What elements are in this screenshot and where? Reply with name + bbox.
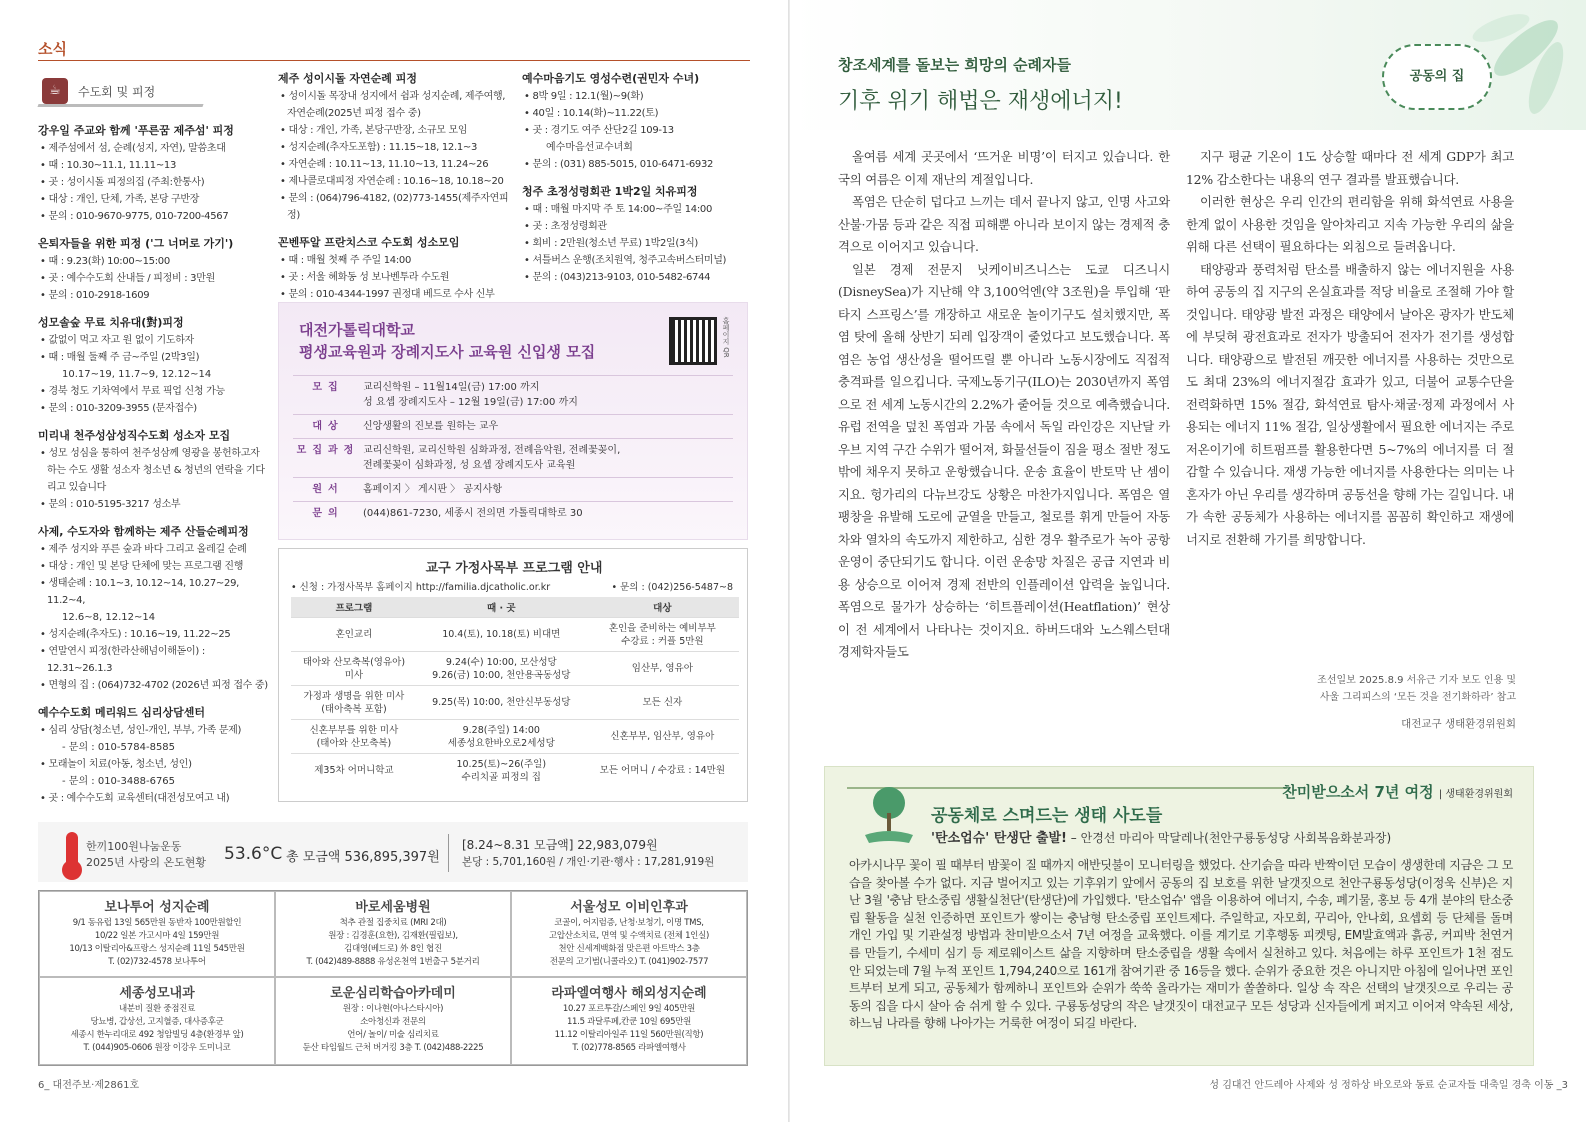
notice-item: • 때 : 매월 첫째 주 주일 14:00 xyxy=(280,255,412,266)
eco-story-box xyxy=(824,766,1534,1066)
notice-item: • 8박 9일 : 12.1(월)~9(화) xyxy=(524,91,644,102)
series-committee: | 생태환경위원회 xyxy=(1438,789,1513,800)
ad-cell-line: 10/22 일본 가고시마 4일 159만원 xyxy=(94,931,220,941)
table-cell: 9.24(수) 10:00, 모산성당 9.26(금) 10:00, 천안용곡동성당 xyxy=(417,652,586,686)
program-contact: • 문의 : (042)256-5487~8 xyxy=(611,582,733,593)
ad-row-value: 교리신학원, 교리신학원 심화과정, 전례음악원, 전례꽃꽂이, 전례꽃꽂이 심화과정, 성 요셉 장례지도사 교육원 xyxy=(363,445,621,471)
table-row xyxy=(291,720,739,754)
ad-title-line1: 대전가톨릭대학교 xyxy=(299,321,415,339)
campaign-year: 2025년 사랑의 온도현황 xyxy=(86,856,206,869)
right-page xyxy=(790,0,1586,1122)
article-paragraph: 이러한 현상은 우리 인간의 편리함을 위해 화석연료 사용을 한계 없이 사용한 것임을 알아차리고 지속 가능한 우리의 삶을 위해 다른 선택이 필요하다는 외침으로 들려옵니다. xyxy=(1186,194,1514,254)
temperature-value: 53.6°C xyxy=(224,844,283,864)
ad-cell-line: 원장 : 김경훈(요한), 김재환(필립보), xyxy=(328,931,458,941)
ad-cell-name: 보나투어 성지순례 xyxy=(104,900,210,915)
ad-cell-line: 척추 관절 집중치료 (MRI 2대) xyxy=(339,918,447,928)
notice-item: • 제나콜로대피정 자연순례 : 10.16~18, 10.18~20 xyxy=(280,176,504,187)
notice-subitem: 12.6~8, 12.12~14 xyxy=(62,612,156,623)
article-subtitle: 창조세계를 돌보는 희망의 순례자들 xyxy=(838,56,1072,74)
ad-cell-line: 천안 신세계백화점 맞은편 아트박스 3층 xyxy=(558,944,700,954)
notice-title: 강우일 주교와 함께 '푸른꿈 제주섬' 피정 xyxy=(38,124,234,137)
notice-subitem: 예수마음선교수녀회 xyxy=(546,142,633,153)
ad-cell-line: 전문의 고기범(니콜라오) T. (041)902-7577 xyxy=(549,957,709,967)
ad-row-value: 신앙생활의 진보를 원하는 교우 xyxy=(363,421,499,432)
table-cell: 10.25(토)~26(주일) 수리치골 피정의 집 xyxy=(417,754,586,788)
weekly-amount: [8.24~8.31 모금액] 22,983,079원 xyxy=(462,838,658,852)
ad-cell-line: 고압산소치료, 면역 및 수액치료 (전체 1인실) xyxy=(548,931,710,941)
notice-item: • 문의 : 010-9670-9775, 010-7200-4567 xyxy=(40,211,229,222)
ad-cell-name: 로운심리학습아카데미 xyxy=(330,986,456,1001)
ad-cell-line: 언어/ 놀이/ 미술 심리치료 xyxy=(347,1030,439,1040)
table-cell: 모든 어머니 / 수강료 : 14만원 xyxy=(586,754,739,788)
notice-item: • 곳 : 경기도 여주 산단2길 109-13 xyxy=(524,125,674,136)
story-author: – 안경선 마리아 막달레나(천안구룡동성당 사회복음화분과장) xyxy=(1066,831,1392,845)
ad-cell-name: 바로세움병원 xyxy=(355,900,431,915)
table-header: 때 · 곳 xyxy=(417,597,586,618)
notice-item: • 곳 : 성이시돌 피정의집 (주최:한통사) xyxy=(40,177,205,188)
article-citation: 조선일보 2025.8.9 서유근 기자 보도 인용 및 사울 그리피스의 ‘모든 것을 전기화하라’ 참고 xyxy=(1317,675,1516,703)
notice-item: • 심리 상담(청소년, 성인-개인, 부부, 가족 문제) xyxy=(40,725,242,736)
weekly-breakdown: 본당 : 5,701,160원 / 개인·기관·행사 : 17,281,919원 xyxy=(462,856,715,868)
notice-item: • 대상 : 개인 및 본당 단체에 맞는 프로그램 진행 xyxy=(40,561,244,572)
notice-subitem: - 문의 : 010-5784-8585 xyxy=(62,742,176,753)
table-cell: 9.25(목) 10:00, 천안신부동성당 xyxy=(417,686,586,720)
table-cell: 9.28(주일) 14:00 세종성요한바오로2세성당 xyxy=(417,720,586,754)
program-title: 교구 가정사목부 프로그램 안내 xyxy=(425,561,603,576)
ad-cell-line: T. (042)489-8888 유성온천역 1번출구 5분거리 xyxy=(306,957,480,967)
article-title: 기후 위기 해법은 재생에너지! xyxy=(838,89,1123,114)
notice-item: • 경북 청도 기차역에서 무료 픽업 신청 가능 xyxy=(40,386,225,397)
ad-cell-line: 둔산 타임월드 근처 버거킹 3층 T. (042)488-2225 xyxy=(302,1043,484,1053)
ad-cell-line: 10.27 포르투갈/스페인 9일 405만원 xyxy=(562,1004,696,1014)
notice-column-3 xyxy=(522,70,750,286)
notice-item: • 성이시돌 목장내 성지에서 쉼과 성지순례, 제주여행, 자연순례(2025년 피정 접수 중) xyxy=(280,91,506,119)
notice-item: • 모래놀이 치료(아동, 청소년, 성인) xyxy=(40,759,192,770)
notice-title: 제주 성이시돌 자연순례 피정 xyxy=(278,72,417,85)
table-cell: 제35차 어머니학교 xyxy=(291,754,417,788)
ad-row-key: 대상 xyxy=(312,421,344,432)
notice-item: • 성지순례(추자도) : 10.16~19, 11.22~25 xyxy=(40,629,231,640)
left-page xyxy=(0,0,790,1122)
table-header: 대상 xyxy=(586,597,739,618)
article-author: 대전교구 생태환경위원회 xyxy=(1401,718,1516,730)
campaign-name: 한끼100원나눔운동 xyxy=(86,840,182,853)
notice-item: • 때 : 매월 둘째 주 금~주일 (2박3일) xyxy=(40,352,200,363)
table-row xyxy=(291,686,739,720)
ad-row-value: 교리신학원 – 11월14일(금) 17:00 까지 성 요셉 장례지도사 – 12월 19일(금) 17:00 까지 xyxy=(363,382,578,408)
table-cell: 신혼부부, 임산부, 영유아 xyxy=(586,720,739,754)
program-apply-info: • 신청 : 가정사목부 홈페이지 http://familia.djcatholic.or.kr xyxy=(291,582,551,593)
ad-row-key: 모집 xyxy=(312,382,344,393)
program-table-box xyxy=(278,548,748,802)
notice-title: 은퇴자들을 위한 피정 ('그 너머로 가기') xyxy=(38,237,234,250)
cup-icon: ☕ xyxy=(42,78,68,104)
ad-cell-line: 세종시 한누리대로 492 청암빌딩 4층(환경부 앞) xyxy=(70,1030,244,1040)
donation-thermometer xyxy=(38,822,748,882)
ad-cell xyxy=(275,977,511,1065)
notice-item: • 곳 : 서울 혜화동 성 보나벤투라 수도원 xyxy=(280,272,450,283)
notice-item: • 때 : 매월 마지막 주 토 14:00~주일 14:00 xyxy=(524,204,713,215)
table-cell: 모든 신자 xyxy=(586,686,739,720)
article-column-2 xyxy=(1186,146,1514,551)
notice-item: • 문의 : 010-4344-1997 권정대 베드로 수사 신부 xyxy=(280,289,495,300)
notice-title: 꼰벤뚜알 프란치스코 수도회 성소모임 xyxy=(278,236,460,249)
notice-item: • 문의 : 010-2918-1609 xyxy=(40,290,150,301)
university-ad xyxy=(278,302,748,540)
ad-grid xyxy=(38,890,748,1066)
total-amount: 총 모금액 536,895,397원 xyxy=(286,850,440,865)
ad-row xyxy=(293,501,733,525)
table-row xyxy=(291,754,739,788)
notice-column-2 xyxy=(278,70,510,303)
table-row xyxy=(291,652,739,686)
ad-cell-name: 서울성모 이비인후과 xyxy=(570,900,688,915)
category-tag xyxy=(38,74,208,110)
ad-row xyxy=(293,477,733,501)
ad-cell-line: 내분비 질환 중점진료 xyxy=(118,1004,195,1014)
notice-column-1 xyxy=(38,122,270,807)
ad-cell-name: 세종성모내과 xyxy=(119,986,195,1001)
section-divider xyxy=(38,60,750,61)
series-title xyxy=(1282,781,1513,802)
notice-item: • 40일 : 10.14(화)~11.22(토) xyxy=(524,108,659,119)
ad-cell xyxy=(39,891,275,977)
page-footer-right: 성 김대건 안드레아 사제와 성 정하상 바오로와 동료 순교자들 대축일 경축 이동 _3 xyxy=(1209,1080,1568,1091)
notice-title: 사제, 수도자와 함께하는 제주 산들순례피정 xyxy=(38,525,249,538)
table-cell: 임산부, 영유아 xyxy=(586,652,739,686)
ad-cell-line: T. (02)732-4578 보나투어 xyxy=(108,957,206,967)
tree-hand-icon xyxy=(859,781,919,851)
table-cell: 가정과 생명을 위한 미사 (태아축복 포함) xyxy=(291,686,417,720)
ad-cell-line: 김대영(베드로) 外 8인 협진 xyxy=(344,944,442,954)
notice-item: • 제주 성지와 푸른 숲과 바다 그리고 올레길 순례 xyxy=(40,544,247,555)
ad-title-line2: 평생교육원과 장례지도사 교육원 신입생 모집 xyxy=(299,343,596,361)
article-paragraph: 폭염은 단순히 덥다고 느끼는 데서 끝나지 않고, 인명 사고와 산불·가뭄 등과 같은 직접 피해뿐 아니라 보이지 않는 경제적 충격으로 이어지고 있습니다. xyxy=(838,194,1170,254)
ad-row-key: 모집과정 xyxy=(296,445,360,456)
article-paragraph: 태양광과 풍력처럼 탄소를 배출하지 않는 에너지원을 사용하여 공동의 집 지구의 온실효과를 적당 비율로 조절해 가야 할 것입니다. 태양광 발전 과정은 태양에서 날아온 광자가 반도체에 부딪혀 광전효과로 전자가 방출되어 전자가 전기를 생성합니다. 태양광으로 발전된 깨끗한 에너지를 사용하는 것만으로도 최대 23%의 에너지절감 효과가 있고, 더불어 교통수단을 전력화하면 15% 절감, 화석연료 탐사·채굴·정제 과정에서 사용되는 에너지 11% 절감, 일상생활에서 필요한 에너지는 주로 저온이기에 히트펌프를 활용한다면 5~7%의 에너지를 더 절감할 수 있습니다. 재생 가능한 에너지를 사용한다는 의미는 나 혼자가 아닌 우리를 생각하며 공동선을 향해 가는 길입니다. 내가 속한 공동체가 사용하는 에너지를 꼼꼼히 확인하고 재생에너지로 전환해 가기를 희망합니다. xyxy=(1186,261,1514,547)
story-title: 공동체로 스며드는 생태 사도들 xyxy=(931,806,1163,826)
ad-cell xyxy=(275,891,511,977)
notice-subitem: - 문의 : 010-3488-6765 xyxy=(62,776,176,787)
notice-title: 미리내 천주성삼성직수도회 성소자 모집 xyxy=(38,429,231,442)
ad-cell-name: 라파엘여행사 해외성지순례 xyxy=(551,986,707,1001)
notice-title: 성모솔숲 무료 치유대(對)피정 xyxy=(38,316,184,329)
program-table xyxy=(291,597,739,788)
table-cell: 혼인을 준비하는 예비부부 수강료 : 커플 5만원 xyxy=(586,618,739,652)
ad-row-value: (044)861-7230, 세종시 전의면 가톨릭대학로 30 xyxy=(363,508,583,519)
story-body: 아카시나무 꽃이 필 때부터 밤꽃이 질 때까지 애반딧불이 모니터링을 했었다. 산기슭을 따라 반짝이던 모습이 생생한데 지금은 그 모습을 찾아볼 수가 없다. 지금 벌어지고 있는 기후위기 앞에서 공동의 집 보호를 위한 날갯짓으로 천안구룡동성당(이정욱 신부)은 지난 3월 '충남 탄소중립 생활실천단'(탄생단)에 가입했다. '탄소업슈' 앱을 이용하여 에너지, 수송, 폐기물, 홍보 등 4개 분야의 탄소중립 활동을 실천 인증하면 포인트가 쌓이는 충남형 탄소중립 포인트제다. 주일학교, 자모회, 꾸리아, 안나회, 요셉회 등 단체를 돌며 개인 가입 및 기관설정 방법과 찬미받으소서 7년 여정을 교육했다. 이를 계기로 기후행동 피켓팅, EM발효액과 흙공, 커피박 천연거름 만들기, 수세미 심기 등 제로웨이스트 삶을 지향하며 탄소중립을 생활 속에서 실천하고 있다. 처음에는 하루 포인트가 1천 점도 안 되었는데 7월 누적 포인트 1,794,240으로 161개 참여기관 중 16등을 했다. 순위가 중요한 것은 아니지만 아침에 일어나면 포인트부터 보게 되고, 공동체가 함께하니 포인트와 순위가 쑥쑥 올라가는 재미가 쏠쏠하다. 일상 속 작은 선택의 날갯짓으로 우리는 공동의 집을 다시 살아 숨 쉬게 할 수 있다. 구룡동성당의 작은 날갯짓이 대전교구 모든 성당과 신자들에게 퍼지고 이어져 약속된 세상, 하느님 나라를 향해 나아가는 거룩한 여정이 되길 바란다. xyxy=(849,858,1513,1031)
page-footer-left: 6_ 대전주보·제2861호 xyxy=(38,1080,140,1091)
notice-item: • 성지순례(추자도포함) : 11.15~18, 12.1~3 xyxy=(280,142,478,153)
notice-item: • 때 : 10.30~11.1, 11.11~13 xyxy=(40,160,177,171)
ad-cell-line: 소아청신과 전문의 xyxy=(360,1017,426,1027)
notice-item: • 생태순례 : 10.1~3, 10.12~14, 10.27~29, 11.2~4, xyxy=(40,578,240,606)
notice-item: • 셔틀버스 운행(조치원역, 청주고속버스터미널) xyxy=(524,255,727,266)
thermo-separator xyxy=(448,834,449,872)
qr-code-icon[interactable] xyxy=(669,317,717,365)
story-subtitle-bold: '탄소업슈' 탄생단 출발! xyxy=(931,831,1067,846)
notice-item: • 문의 : (031) 885-5015, 010-6471-6932 xyxy=(524,159,714,170)
table-cell: 태아와 산모축복(영유아) 미사 xyxy=(291,652,417,686)
notice-title: 예수수도회 메리워드 심리상담센터 xyxy=(38,706,206,719)
ad-row-value: 홈페이지 〉 게시판 〉 공지사항 xyxy=(363,484,502,495)
notice-item: • 자연순례 : 10.11~13, 11.10~13, 11.24~26 xyxy=(280,159,489,170)
ad-cell-line: 11.12 이탈리아일주 11일 560만원(직항) xyxy=(554,1030,704,1040)
notice-item: • 문의 : 010-3209-3955 (문자접수) xyxy=(40,403,197,414)
ad-cell xyxy=(511,977,747,1065)
notice-item: • 면형의 집 : (064)732-4702 (2026년 피정 접수 중) xyxy=(40,680,268,691)
notice-title: 청주 초정성령회관 1박2일 치유피정 xyxy=(522,185,698,198)
notice-item: • 제주섬에서 섬, 순례(성지, 자연), 말씀초대 xyxy=(40,143,226,154)
section-title: 소식 xyxy=(38,40,67,58)
notice-item: • 회비 : 2만원(청소년 무료) 1박2일(3식) xyxy=(524,238,699,249)
notice-item: • 때 : 9.23(화) 10:00~15:00 xyxy=(40,256,170,267)
tag-underline xyxy=(37,104,203,107)
ad-cell-line: 코골이, 어지럼증, 난청·보청기, 이명 TMS, xyxy=(554,918,704,928)
story-subtitle xyxy=(931,827,1391,846)
notice-item: • 곳 : 예수수도회 산내들 / 피정비 : 3만원 xyxy=(40,273,215,284)
notice-item: • 문의 : 010-5195-3217 성소부 xyxy=(40,499,181,510)
table-cell: 10.4(토), 10.18(토) 비대면 xyxy=(417,618,586,652)
ad-cell xyxy=(511,891,747,977)
notice-item: • 곳 : 예수수도회 교육센터(대전성모여고 내) xyxy=(40,793,230,804)
notice-item: • 대상 : 개인, 단체, 가족, 본당 구반장 xyxy=(40,194,200,205)
ad-cell-line: 원장 : 이나현(아나스타시아) xyxy=(342,1004,444,1014)
ad-row xyxy=(293,414,733,438)
article-paragraph: 일본 경제 전문지 닛케이비즈니스는 도쿄 디즈니시(DisneySea)가 지난해 약 3,100억엔(약 3조원)을 투입해 ‘판타지 스프링스’를 개장하고 새로운 놀이기구도 설치했지만, 폭염 탓에 올해 상반기 되레 입장객이 줄었다고 보도했습니다. 폭염은 농업 생산성을 떨어뜨릴 뿐 아니라 노동시장에도 직접적 충격파를 일으킵니다. 국제노동기구(ILO)는 2030년까지 폭염으로 전 세계 노동시간의 2.2%가 줄어들 것으로 예측했습니다. 유럽 전역을 덮친 폭염과 가뭄 속에서 독일 라인강은 지난달 카우브 지역 구간 수위가 떨어져, 화물선들이 짐을 평소 절반 정도밖에 채우지 못하고 운항했습니다. 운송 효율이 반토막 난 셈이지요. 헝가리의 다뉴브강도 상황은 마찬가지입니다. 폭염은 열 팽창을 유발해 도로에 균열을 만들고, 철로를 휘게 만들어 자동차와 열차의 속도까지 제한하고, 심한 경우 활주로가 녹아 공항 운영이 중단되기도 합니다. 이런 운송망 차질은 공급 지연과 비용 상승으로 이어져 경제 전반의 인플레이션 압력을 높입니다. 폭염으로 물가가 상승하는 ‘히트플레이션(Heatflation)’ 현상이 전 세계에서 나타나는 것이지요. 하버드대와 노스웨스턴대 경제학자들도 xyxy=(838,261,1170,659)
table-cell: 혼인교리 xyxy=(291,618,417,652)
ad-cell-line: T. (02)778-8565 라파엘여행사 xyxy=(572,1043,686,1053)
column-badge: 공동의 집 xyxy=(1382,44,1492,110)
ad-cell-line: T. (044)905-0606 원장 이강우 도미니코 xyxy=(83,1043,231,1053)
table-row xyxy=(291,618,739,652)
ad-row-key: 원서 xyxy=(312,484,344,495)
notice-item: • 대상 : 개인, 가족, 본당구반장, 소규모 모임 xyxy=(280,125,468,136)
article-paragraph: 올여름 세계 곳곳에서 ‘뜨거운 비명’이 터지고 있습니다. 한국의 여름은 이제 재난의 계절입니다. xyxy=(838,149,1170,187)
notice-item: • 문의 : (043)213-9103, 010-5482-6744 xyxy=(524,272,711,283)
article-column-1 xyxy=(838,146,1170,664)
notice-item: • 값없이 먹고 자고 원 없이 기도하자 xyxy=(40,335,194,346)
ad-cell-line: 당뇨병, 갑상선, 고지혈증, 대사증후군 xyxy=(90,1017,224,1027)
article-paragraph: 지구 평균 기온이 1도 상승할 때마다 전 세계 GDP가 최고 12% 감소한다는 내용의 연구 결과를 발표했습니다. xyxy=(1186,149,1514,187)
ad-cell-line: 9/1 동유럽 13일 565만원 동반자 100만원할인 xyxy=(72,918,242,928)
ad-row xyxy=(293,438,733,477)
ad-cell-line: 11.5 과달루페,칸쿤 10일 695만원 xyxy=(566,1017,692,1027)
thermometer-bulb xyxy=(62,860,82,880)
table-header: 프로그램 xyxy=(291,597,417,618)
notice-item: • 곳 : 초정성령회관 xyxy=(524,221,607,232)
category-label: 수도회 및 피정 xyxy=(78,85,156,99)
notice-item: • 연말연시 피정(한라산해넘이해돋이) : 12.31~26.1.3 xyxy=(40,646,205,674)
qr-label: 홈페이지 QR xyxy=(722,317,730,358)
notice-item: • 성모 성심을 통하여 천주성삼께 영광을 봉헌하고자 하는 수도 생활 성소자 청소년 & 청년의 연락을 기다리고 있습니다 xyxy=(40,448,265,493)
ad-info-table xyxy=(293,375,733,525)
ad-cell-line: 10/13 이탈리아&프랑스 성지순례 11일 545만원 xyxy=(69,944,245,954)
table-cell: 신혼부부를 위한 미사 (태아와 산모축복) xyxy=(291,720,417,754)
ad-cell xyxy=(39,977,275,1065)
ad-row-key: 문의 xyxy=(312,508,344,519)
series-name: 찬미받으소서 7년 여정 xyxy=(1282,783,1434,801)
notice-item: • 문의 : (064)796-4182, (02)773-1455(제주자연피정) xyxy=(280,193,509,221)
ad-row xyxy=(293,375,733,414)
notice-title: 예수마음기도 영성수련(권민자 수녀) xyxy=(522,72,700,85)
notice-subitem: 10.17~19, 11.7~9, 12.12~14 xyxy=(62,369,212,380)
